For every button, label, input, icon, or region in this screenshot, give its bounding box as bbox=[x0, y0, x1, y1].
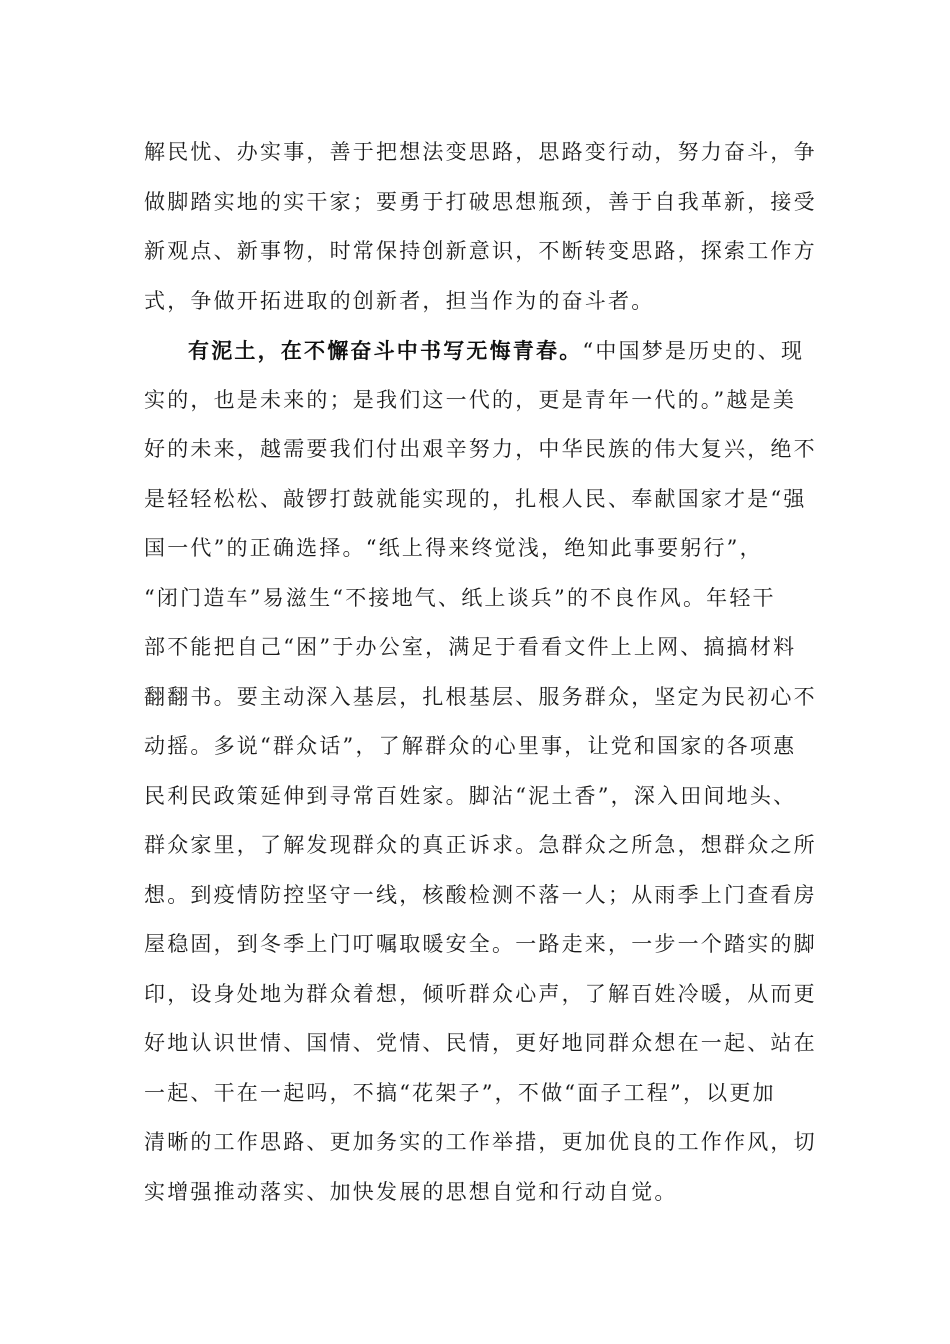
text-line: 部不能把自己“困”于办公室，满足于看看文件上上网、搞搞材料 bbox=[144, 635, 797, 659]
text-line: 国一代”的正确选择。“纸上得来终觉浅，绝知此事要躬行”， bbox=[144, 536, 763, 560]
text-line: 式，争做开拓进取的创新者，担当作为的奋斗者。 bbox=[144, 288, 655, 313]
text-line: 民利民政策延伸到寻常百姓家。脚沾“泥土香”，深入田间地头、 bbox=[144, 783, 797, 808]
text-line: 翻翻书。要主动深入基层，扎根基层、服务群众，坚定为民初心不 bbox=[144, 684, 817, 709]
paragraph-heading: 有泥土，在不懈奋斗中书写无悔青春。 bbox=[188, 338, 583, 363]
paragraph-2-first-line bbox=[144, 326, 806, 376]
text-line: 屋稳固，到冬季上门叮嘱取暖安全。一路走来，一步一个踏实的脚 bbox=[144, 932, 817, 956]
text-line: 想。到疫情防控坚守一线，核酸检测不落一人；从雨季上门查看房 bbox=[144, 882, 817, 907]
body-text bbox=[144, 128, 817, 1217]
text-line: 群众家里，了解发现群众的真正诉求。急群众之所急，想群众之所 bbox=[144, 833, 817, 857]
text-line: “闭门造车”易滋生“不接地气、纸上谈兵”的不良作风。年轻干 bbox=[144, 585, 776, 610]
text-line: 印，设身处地为群众着想，倾听群众心声，了解百姓冷暖，从而更 bbox=[144, 981, 817, 1006]
text-line: 实的，也是未来的；是我们这一代的，更是青年一代的。”越是美 bbox=[144, 387, 797, 412]
text-line: 好的未来，越需要我们付出艰辛努力，中华民族的伟大复兴，绝不 bbox=[144, 437, 817, 461]
text-line: 是轻轻松松、敲锣打鼓就能实现的，扎根人民、奉献国家才是“强 bbox=[144, 486, 807, 511]
text-line: 动摇。多说“群众话”，了解群众的心里事，让党和国家的各项惠 bbox=[144, 734, 797, 758]
paragraph-1 bbox=[144, 128, 817, 326]
text-line: 好地认识世情、国情、党情、民情，更好地同群众想在一起、站在 bbox=[144, 1031, 817, 1055]
text-segment: “中国梦是历史的、现 bbox=[582, 339, 805, 363]
text-line: 一起、干在一起吗，不搞“花架子”，不做“面子工程”，以更加 bbox=[144, 1080, 776, 1105]
paragraph-2 bbox=[144, 326, 817, 1217]
text-line: 做脚踏实地的实干家；要勇于打破思想瓶颈，善于自我革新，接受 bbox=[144, 189, 817, 214]
text-line: 清晰的工作思路、更加务实的工作举措，更加优良的工作作风，切 bbox=[144, 1130, 817, 1154]
text-line: 新观点、新事物，时常保持创新意识，不断转变思路，探索工作方 bbox=[144, 239, 817, 263]
text-line: 实增强推动落实、加快发展的思想自觉和行动自觉。 bbox=[144, 1179, 678, 1204]
text-line: 解民忧、办实事，善于把想法变思路，思路变行动，努力奋斗，争 bbox=[144, 140, 817, 164]
